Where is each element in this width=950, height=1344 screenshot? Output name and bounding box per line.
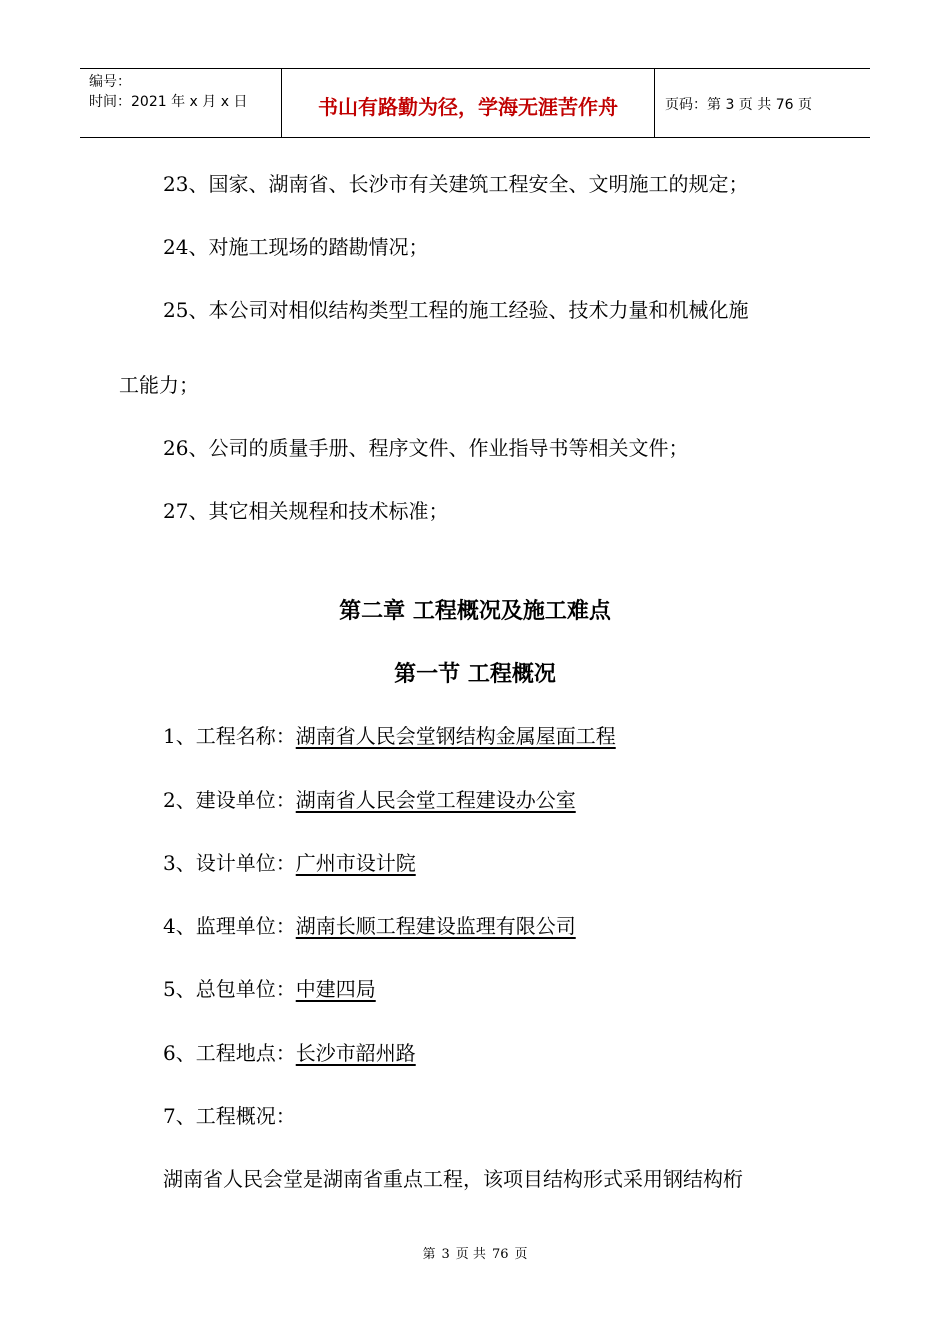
footer-current-page: 3	[441, 1247, 450, 1262]
header-motto	[281, 69, 655, 137]
overview-label: 6、工程地点：	[163, 1041, 296, 1065]
page-header	[80, 68, 870, 138]
footer-mid: 页 共	[455, 1247, 486, 1262]
document-time: 时间：2021 年 x 月 x 日	[89, 94, 248, 110]
section-title: 第一节 工程概况	[394, 662, 556, 687]
page-info-text: 页码：第 3 页 共 76 页	[665, 97, 812, 113]
header-meta	[80, 69, 281, 137]
motto-text: 书山有路勤为径，学海无涯苦作舟	[318, 94, 618, 119]
page-footer	[0, 1246, 950, 1264]
overview-value: 广州市设计院	[295, 851, 416, 875]
overview-value: 中建四局	[295, 977, 376, 1001]
overview-value: 长沙市韶州路	[295, 1041, 416, 1065]
list-item-25-continued: 工能力；	[119, 373, 199, 397]
overview-label: 1、工程名称：	[163, 724, 296, 748]
overview-item-contractor	[163, 975, 376, 1003]
footer-prefix: 第	[422, 1247, 436, 1262]
list-item-25: 25、本公司对相似结构类型工程的施工经验、技术力量和机械化施	[163, 298, 749, 322]
overview-value: 湖南省人民会堂钢结构金属屋面工程	[295, 724, 616, 748]
overview-item-owner	[163, 786, 576, 814]
chapter-title: 第二章 工程概况及施工难点	[339, 599, 611, 624]
overview-item-location	[163, 1039, 416, 1067]
overview-label: 5、总包单位：	[163, 977, 296, 1001]
list-item-26: 26、公司的质量手册、程序文件、作业指导书等相关文件；	[163, 436, 689, 460]
list-item-24: 24、对施工现场的踏勘情况；	[163, 235, 429, 259]
overview-label: 4、监理单位：	[163, 914, 296, 938]
overview-value: 湖南长顺工程建设监理有限公司	[295, 914, 576, 938]
overview-item-project-name	[163, 722, 616, 750]
overview-item-summary: 7、工程概况：	[163, 1104, 296, 1128]
list-item-27: 27、其它相关规程和技术标准；	[163, 499, 449, 523]
overview-label: 2、建设单位：	[163, 788, 296, 812]
header-page-info	[655, 69, 870, 137]
footer-total-pages: 76	[491, 1247, 509, 1262]
list-item-23: 23、国家、湖南省、长沙市有关建筑工程安全、文明施工的规定；	[163, 172, 749, 196]
document-number-label: 编号：	[89, 74, 131, 90]
overview-item-supervisor	[163, 912, 576, 940]
overview-item-designer	[163, 849, 416, 877]
overview-value: 湖南省人民会堂工程建设办公室	[295, 788, 576, 812]
project-description: 湖南省人民会堂是湖南省重点工程，该项目结构形式采用钢结构桁	[163, 1167, 743, 1191]
overview-label: 3、设计单位：	[163, 851, 296, 875]
footer-suffix: 页	[514, 1247, 528, 1262]
